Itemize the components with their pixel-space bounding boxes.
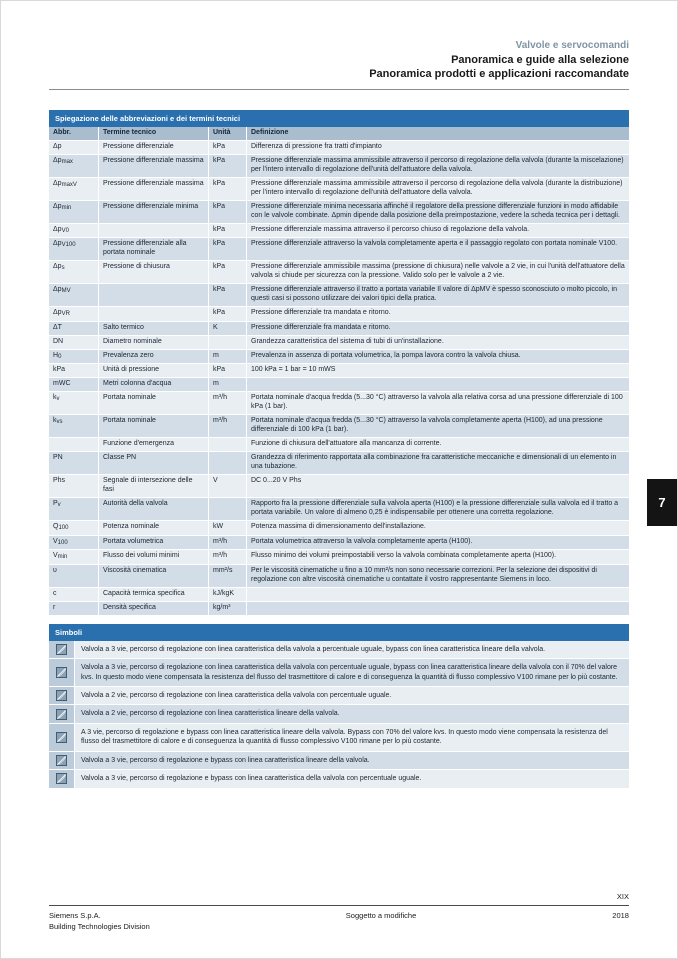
cell-definition: Differenza di pressione fra tratti d'impianto	[251, 143, 382, 151]
symbol-row	[49, 724, 629, 752]
cell-definition: Pressione differenziale tra mandata e ritorno.	[251, 309, 391, 317]
cell-term: Portata volumetrica	[99, 536, 209, 550]
cell-definition: Pressione differenziale ammissibile massima (pressione di chiusura) nelle valvole a 2 vie, in cui l'unità dell'attuatore della valvola si chiude per sicurezza con la pressione. Valido solo per le valvole a 2 vie.	[251, 263, 625, 280]
table-row	[49, 238, 629, 261]
cell-definition: Pressione differenziale minima necessaria affinché il regolatore della pressione differenziale funzioni in modo affidabile con le valvole combinate. Δpmin dipende dalla posizione della preimpostazione, vedere la scheda tecnica per i dettagli.	[251, 202, 620, 219]
cell-term: Densità specifica	[99, 602, 209, 615]
abbreviations-title: Spiegazione delle abbreviazioni e dei termini tecnici	[49, 110, 629, 127]
cell-definition: Potenza massima di dimensionamento dell'installazione.	[251, 522, 426, 530]
table-row	[49, 498, 629, 521]
column-header-unit: Unità	[209, 127, 247, 140]
table-row	[49, 307, 629, 322]
cell-abbr: mWC	[49, 378, 99, 391]
footer-year: 2018	[612, 911, 629, 920]
table-row	[49, 536, 629, 551]
valve-symbol-icon	[49, 752, 75, 769]
table-row	[49, 336, 629, 350]
page-footer	[49, 892, 629, 932]
table-row	[49, 141, 629, 155]
table-row	[49, 261, 629, 284]
table-row	[49, 550, 629, 565]
cell-abbr: r	[49, 602, 99, 615]
symbols-body	[49, 641, 629, 789]
table-row	[49, 178, 629, 201]
table-row	[49, 284, 629, 307]
symbol-description: Valvola a 2 vie, percorso di regolazione con linea caratteristica della valvola con percentuale uguale.	[81, 691, 392, 699]
cell-definition	[247, 378, 629, 391]
cell-definition: Pressione differenziale fra mandata e ritorno.	[251, 323, 391, 331]
table-row	[49, 521, 629, 536]
cell-abbr: Vmin	[49, 550, 99, 564]
cell-abbr: Q100	[49, 521, 99, 535]
cell-unit: m	[209, 378, 247, 391]
valve-symbol-icon	[49, 724, 75, 751]
cell-definition: Pressione differenziale attraverso il tratto a portata variabile Il valore di ΔpMV è spesso sconosciuto o molto piccolo, in questi casi si possono utilizzare dei valori tipici della pratica.	[251, 286, 618, 303]
cell-term: Autorità della valvola	[99, 498, 209, 520]
footer-company-block	[49, 911, 150, 932]
cell-unit	[209, 452, 247, 474]
cell-term: Pressione differenziale alla portata nominale	[99, 238, 209, 260]
symbol-description: A 3 vie, percorso di regolazione e bypass con linea caratteristica lineare della valvola. Bypass con 70% del valore kvs. In questo modo viene compensata la resistenza del flusso del trasmettitore di calore e di conseguenza la quantità di flusso complessivo V100 rimane per lo più costante.	[81, 728, 608, 746]
valve-symbol-icon	[49, 641, 75, 658]
table-row	[49, 565, 629, 588]
cell-abbr: V100	[49, 536, 99, 550]
cell-definition: Pressione differenziale massima ammissibile attraverso il percorso di regolazione della valvola (durante la miscelazione) per l'intero intervallo di regolazione dell'unità dell'attuatore della valvola.	[251, 157, 624, 174]
table-row	[49, 364, 629, 378]
valve-symbol-icon	[49, 659, 75, 686]
cell-term: Pressione differenziale massima	[99, 178, 209, 200]
symbol-row	[49, 687, 629, 705]
cell-definition: Grandezza caratteristica del sistema di tubi di un'installazione.	[251, 337, 444, 345]
footer-divider	[49, 905, 629, 906]
cell-abbr: Phs	[49, 475, 99, 497]
cell-term: Segnale di intersezione delle fasi	[99, 475, 209, 497]
table-row	[49, 378, 629, 392]
cell-definition: Pressione differenziale attraverso la valvola completamente aperta e il passaggio regolato con portata nominale V100.	[251, 240, 618, 248]
cell-term	[99, 224, 209, 238]
cell-term: Capacità termica specifica	[99, 588, 209, 601]
cell-term: Pressione differenziale massima	[99, 155, 209, 177]
cell-abbr: υ	[49, 565, 99, 587]
cell-definition: Pressione differenziale massima ammissibile attraverso il percorso di regolazione della valvola (durante la distribuzione) per l'intero intervallo di regolazione dell'unità dell'attuatore della valvola.	[251, 180, 623, 196]
footer-division: Building Technologies Division	[49, 921, 150, 931]
cell-definition: Portata nominale d'acqua fredda (5...30 °C) attraverso la valvola alla relativa corsa ad una pressione differenziale di 100 kPa (1 bar).	[251, 394, 623, 411]
cell-term: Classe PN	[99, 452, 209, 474]
cell-unit: K	[209, 322, 247, 335]
cell-abbr: Δps	[49, 261, 99, 283]
table-row	[49, 452, 629, 475]
cell-unit: kPa	[209, 178, 247, 200]
cell-abbr: ΔpMV	[49, 284, 99, 306]
cell-abbr: ΔT	[49, 322, 99, 335]
table-body	[49, 141, 629, 616]
cell-abbr: ΔpVR	[49, 307, 99, 321]
cell-unit: kPa	[209, 238, 247, 260]
cell-abbr: kPa	[49, 364, 99, 377]
cell-abbr: Δp	[49, 141, 99, 154]
cell-unit: kPa	[209, 224, 247, 238]
cell-unit: kPa	[209, 307, 247, 321]
valve-symbol-icon	[49, 705, 75, 722]
cell-term: Pressione differenziale	[99, 141, 209, 154]
table-row	[49, 155, 629, 178]
symbols-title: Simboli	[49, 624, 629, 641]
symbol-row	[49, 770, 629, 788]
cell-definition: Pressione differenziale massima attraverso il percorso chiuso di regolazione della valvola.	[251, 225, 530, 233]
cell-unit: kPa	[209, 261, 247, 283]
symbol-row	[49, 752, 629, 770]
cell-unit: m	[209, 350, 247, 364]
table-row	[49, 201, 629, 224]
cell-unit: V	[209, 475, 247, 497]
cell-term	[99, 307, 209, 321]
cell-term: Portata nominale	[99, 392, 209, 414]
cell-term: Diametro nominale	[99, 336, 209, 349]
header-title-1: Panoramica e guide alla selezione	[451, 53, 629, 66]
cell-abbr: ΔpmaxV	[49, 178, 99, 200]
cell-unit: m³/h	[209, 536, 247, 550]
cell-unit	[209, 336, 247, 349]
cell-abbr: ΔpV100	[49, 238, 99, 260]
cell-definition: 100 kPa = 1 bar = 10 mWS	[251, 366, 336, 374]
cell-term	[99, 284, 209, 306]
footer-company: Siemens S.p.A.	[49, 911, 101, 920]
column-header-definition: Definizione	[251, 129, 289, 137]
header-title-2: Panoramica prodotti e applicazioni raccomandate	[369, 68, 629, 81]
valve-symbol-icon	[49, 687, 75, 704]
table-row	[49, 588, 629, 602]
cell-abbr: Pv	[49, 498, 99, 520]
page-header	[49, 1, 629, 90]
table-row	[49, 224, 629, 239]
cell-term: Metri colonna d'acqua	[99, 378, 209, 391]
table-row	[49, 415, 629, 438]
chapter-tab: 7	[647, 479, 677, 526]
cell-unit	[209, 498, 247, 520]
cell-term: Pressione di chiusura	[99, 261, 209, 283]
cell-abbr: Δpmin	[49, 201, 99, 223]
cell-abbr: kv	[49, 392, 99, 414]
cell-definition: Portata volumetrica attraverso la valvola completamente aperta (H100).	[251, 537, 473, 545]
cell-abbr: PN	[49, 452, 99, 474]
cell-term: Funzione d'emergenza	[99, 438, 209, 451]
cell-definition: DC 0...20 V Phs	[251, 477, 302, 485]
header-section-label: Valvole e servocomandi	[515, 40, 629, 51]
cell-term: Potenza nominale	[99, 521, 209, 535]
cell-term: Unità di pressione	[99, 364, 209, 377]
cell-definition: Rapporto fra la pressione differenziale sulla valvola aperta (H100) e la pressione differenziale sulla valvola ed il tratto a portata variabile. Un valore di almeno 0,25 è indispensabile per ottenere una corretta regolazione.	[251, 499, 619, 516]
cell-unit: mm²/s	[209, 565, 247, 587]
cell-unit: m³/h	[209, 415, 247, 437]
table-header-row	[49, 127, 629, 141]
table-row	[49, 392, 629, 415]
cell-unit: kPa	[209, 201, 247, 223]
cell-definition: Prevalenza in assenza di portata volumetrica, la pompa lavora contro la valvola chiusa.	[251, 351, 521, 359]
page-number: XIX	[616, 892, 629, 901]
cell-abbr: kvs	[49, 415, 99, 437]
cell-term: Portata nominale	[99, 415, 209, 437]
cell-definition: Grandezza di riferimento rapportata alla combinazione fra caratteristiche meccaniche e dimensionali di un elemento in una tubazione.	[251, 454, 617, 471]
valve-symbol-icon	[49, 770, 75, 787]
symbol-row	[49, 705, 629, 723]
cell-unit: kg/m³	[209, 602, 247, 615]
cell-unit: m³/h	[209, 550, 247, 564]
symbol-description: Valvola a 3 vie, percorso di regolazione con linea caratteristica della valvola a percentuale uguale, bypass con linea caratteristica lineare della valvola.	[81, 645, 546, 653]
cell-abbr: H0	[49, 350, 99, 364]
cell-unit: m³/h	[209, 392, 247, 414]
cell-abbr: ΔpV0	[49, 224, 99, 238]
table-row	[49, 350, 629, 365]
symbol-description: Valvola a 2 vie, percorso di regolazione con linea caratteristica lineare della valvola.	[81, 710, 340, 718]
cell-unit: kJ/kgK	[209, 588, 247, 601]
cell-abbr: DN	[49, 336, 99, 349]
abbreviations-table	[49, 110, 629, 615]
cell-definition	[247, 588, 629, 601]
cell-unit	[209, 438, 247, 451]
column-header-term: Termine tecnico	[99, 127, 209, 140]
table-row	[49, 602, 629, 616]
symbol-row	[49, 641, 629, 659]
cell-term: Flusso dei volumi minimi	[99, 550, 209, 564]
cell-term: Salto termico	[99, 322, 209, 335]
cell-definition: Portata nominale d'acqua fredda (5...30 °C) attraverso la valvola completamente aperta (H100), ad una pressione differenziale di 100 kPa (1 bar).	[251, 417, 603, 434]
cell-term: Viscosità cinematica	[99, 565, 209, 587]
footer-note: Soggetto a modifiche	[345, 911, 417, 920]
cell-definition: Per le viscosità cinematiche u fino a 10 mm²/s non sono necessarie correzioni. Per la selezione dei dispositivi di regolazione con altre viscosità cinematiche u contattate il vostro rappresentante Siemens in loco.	[251, 566, 597, 583]
cell-abbr	[49, 438, 99, 451]
cell-definition: Funzione di chiusura dell'attuatore alla mancanza di corrente.	[251, 440, 442, 448]
cell-term: Pressione differenziale minima	[99, 201, 209, 223]
symbols-section	[49, 624, 629, 789]
column-header-abbr: Abbr.	[49, 127, 99, 140]
cell-unit: kW	[209, 521, 247, 535]
symbol-row	[49, 659, 629, 687]
cell-definition	[247, 602, 629, 615]
cell-unit: kPa	[209, 284, 247, 306]
cell-unit: kPa	[209, 364, 247, 377]
table-row	[49, 438, 629, 452]
cell-abbr: Δpmax	[49, 155, 99, 177]
symbol-description: Valvola a 3 vie, percorso di regolazione e bypass con linea caratteristica lineare della valvola.	[81, 756, 370, 764]
table-row	[49, 322, 629, 336]
symbol-description: Valvola a 3 vie, percorso di regolazione con linea caratteristica della valvola con percentuale uguale, bypass con linea caratteristica lineare della valvola con il 70% del valore kvs. In questo modo viene compensata la resistenza del flusso del trasmettitore di calore e di conseguenza la quantità di flusso complessivo V100 rimane per lo più costante.	[81, 664, 618, 681]
table-row	[49, 475, 629, 498]
header-divider	[49, 89, 629, 90]
cell-term: Prevalenza zero	[99, 350, 209, 364]
cell-definition: Flusso minimo dei volumi preimpostabili verso la valvola combinata completamente aperta (H100).	[251, 552, 557, 560]
cell-unit: kPa	[209, 141, 247, 154]
cell-unit: kPa	[209, 155, 247, 177]
symbol-description: Valvola a 3 vie, percorso di regolazione e bypass con linea caratteristica della valvola con percentuale uguale.	[81, 775, 422, 783]
cell-abbr: c	[49, 588, 99, 601]
